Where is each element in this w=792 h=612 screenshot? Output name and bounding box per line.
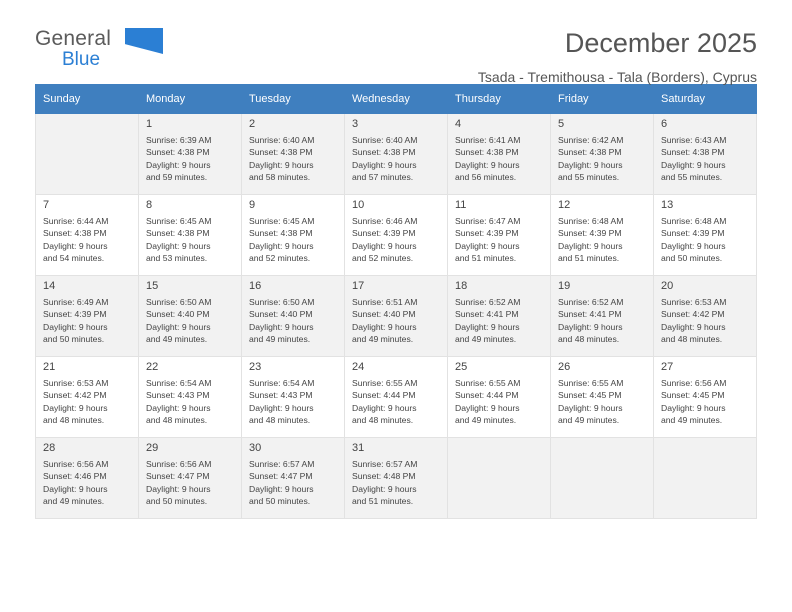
day-cell-content xyxy=(448,438,550,518)
day-number: 7 xyxy=(43,199,50,211)
day-info-line: Sunrise: 6:46 AM xyxy=(352,216,418,226)
day-info-line: Sunrise: 6:51 AM xyxy=(352,297,418,307)
day-info-line: and 50 minutes. xyxy=(661,253,723,264)
day-number: 2 xyxy=(249,118,256,130)
day-cell-content xyxy=(448,114,550,194)
day-info-line: Sunrise: 6:52 AM xyxy=(558,297,624,307)
day-number: 26 xyxy=(558,361,571,373)
day-cell-content xyxy=(36,195,138,275)
day-info xyxy=(249,377,338,427)
day-number: 11 xyxy=(455,199,467,211)
day-info-line: Daylight: 9 hours xyxy=(43,321,108,332)
calendar-week-row xyxy=(36,357,757,438)
calendar-empty-cell xyxy=(654,438,757,519)
weekday-header-thursday: Thursday xyxy=(448,85,551,114)
day-info-line: Sunset: 4:38 PM xyxy=(43,228,107,239)
day-info-line: Sunset: 4:47 PM xyxy=(249,471,313,482)
day-info-line: and 52 minutes. xyxy=(352,253,414,264)
day-info-line: Sunrise: 6:56 AM xyxy=(661,378,727,388)
day-info xyxy=(352,458,441,508)
day-info-line: Sunrise: 6:54 AM xyxy=(249,378,315,388)
day-info-line: Daylight: 9 hours xyxy=(455,240,520,251)
day-cell-content xyxy=(448,195,550,275)
day-info xyxy=(43,296,132,346)
day-cell-content xyxy=(551,276,653,356)
day-info-line: Sunset: 4:39 PM xyxy=(558,228,622,239)
day-number: 28 xyxy=(43,442,56,454)
day-info-line: and 55 minutes. xyxy=(661,172,723,183)
weekday-header-friday: Friday xyxy=(551,85,654,114)
day-info xyxy=(146,134,235,184)
day-cell-content xyxy=(345,438,447,518)
day-number: 6 xyxy=(661,118,668,130)
day-info-line: Daylight: 9 hours xyxy=(146,321,211,332)
day-cell-content xyxy=(654,114,756,194)
calendar-empty-cell xyxy=(36,114,139,195)
day-info-line: Sunset: 4:39 PM xyxy=(455,228,519,239)
calendar-day-cell[interactable] xyxy=(551,276,654,357)
day-info-line: and 48 minutes. xyxy=(558,334,620,345)
day-info-line: Daylight: 9 hours xyxy=(249,483,314,494)
day-info xyxy=(455,215,544,265)
day-info-line: Daylight: 9 hours xyxy=(455,159,520,170)
day-number: 24 xyxy=(352,361,365,373)
day-info-line: Sunrise: 6:57 AM xyxy=(249,459,315,469)
day-info-line: Daylight: 9 hours xyxy=(352,159,417,170)
day-info-line: and 51 minutes. xyxy=(558,253,620,264)
day-number: 23 xyxy=(249,361,262,373)
day-number: 5 xyxy=(558,118,565,130)
day-info-line: Sunset: 4:38 PM xyxy=(558,147,622,158)
day-info xyxy=(352,296,441,346)
day-number: 21 xyxy=(43,361,56,373)
day-info-line: and 50 minutes. xyxy=(249,496,311,507)
day-info-line: Daylight: 9 hours xyxy=(43,483,108,494)
day-number: 8 xyxy=(146,199,153,211)
day-info-line: Daylight: 9 hours xyxy=(558,240,623,251)
day-info-line: and 54 minutes. xyxy=(43,253,105,264)
day-info-line: and 50 minutes. xyxy=(43,334,105,345)
day-info-line: Daylight: 9 hours xyxy=(352,240,417,251)
day-info-line: Sunrise: 6:54 AM xyxy=(146,378,212,388)
day-info-line: Sunrise: 6:50 AM xyxy=(146,297,212,307)
day-number: 25 xyxy=(455,361,468,373)
calendar-table xyxy=(35,84,757,519)
day-info-line: Sunrise: 6:55 AM xyxy=(455,378,521,388)
day-info-line: and 49 minutes. xyxy=(43,496,105,507)
calendar-day-cell[interactable] xyxy=(139,276,242,357)
day-number: 1 xyxy=(146,118,153,130)
day-info-line: and 48 minutes. xyxy=(146,415,208,426)
day-cell-content xyxy=(551,357,653,437)
day-number: 14 xyxy=(43,280,56,292)
calendar-empty-cell xyxy=(551,438,654,519)
day-number: 19 xyxy=(558,280,571,292)
calendar-day-cell[interactable] xyxy=(448,195,551,276)
day-info-line: Daylight: 9 hours xyxy=(43,402,108,413)
weekday-header-tuesday: Tuesday xyxy=(242,85,345,114)
calendar-day-cell[interactable] xyxy=(654,276,757,357)
day-info-line: and 49 minutes. xyxy=(661,415,723,426)
page-title: December 2025 xyxy=(564,28,757,58)
day-cell-content xyxy=(551,438,653,518)
calendar-day-cell[interactable] xyxy=(36,195,139,276)
calendar-header-row xyxy=(36,85,757,114)
day-info-line: Sunset: 4:38 PM xyxy=(661,147,725,158)
day-number: 30 xyxy=(249,442,262,454)
day-info-line: Daylight: 9 hours xyxy=(352,321,417,332)
day-info-line: and 52 minutes. xyxy=(249,253,311,264)
day-info-line: and 55 minutes. xyxy=(558,172,620,183)
day-info-line: Sunrise: 6:45 AM xyxy=(249,216,315,226)
day-info-line: Daylight: 9 hours xyxy=(558,321,623,332)
calendar-day-cell[interactable] xyxy=(36,357,139,438)
day-info-line: and 51 minutes. xyxy=(352,496,414,507)
day-info-line: Sunrise: 6:56 AM xyxy=(43,459,109,469)
day-number: 10 xyxy=(352,199,365,211)
calendar-week-row xyxy=(36,114,757,195)
day-number: 31 xyxy=(352,442,365,454)
day-number: 17 xyxy=(352,280,365,292)
day-info-line: Daylight: 9 hours xyxy=(352,483,417,494)
day-info xyxy=(661,377,750,427)
day-info xyxy=(249,215,338,265)
day-cell-content xyxy=(242,195,344,275)
calendar-day-cell[interactable] xyxy=(345,195,448,276)
calendar-day-cell[interactable] xyxy=(448,357,551,438)
day-info-line: Sunset: 4:41 PM xyxy=(455,309,519,320)
day-info xyxy=(352,377,441,427)
day-cell-content xyxy=(36,357,138,437)
day-info-line: Sunrise: 6:45 AM xyxy=(146,216,212,226)
day-info xyxy=(146,215,235,265)
day-info-line: Sunset: 4:44 PM xyxy=(352,390,416,401)
day-info-line: Sunrise: 6:41 AM xyxy=(455,135,521,145)
day-cell-content xyxy=(242,357,344,437)
day-info xyxy=(558,215,647,265)
day-cell-content xyxy=(139,276,241,356)
day-info-line: Sunset: 4:39 PM xyxy=(661,228,725,239)
day-info xyxy=(558,377,647,427)
page-header xyxy=(35,0,757,85)
day-number: 16 xyxy=(249,280,262,292)
day-number: 13 xyxy=(661,199,674,211)
day-info-line: Sunrise: 6:49 AM xyxy=(43,297,109,307)
day-info-line: and 48 minutes. xyxy=(661,334,723,345)
day-info-line: Sunset: 4:38 PM xyxy=(249,147,313,158)
calendar-day-cell[interactable] xyxy=(654,195,757,276)
day-info-line: Sunrise: 6:42 AM xyxy=(558,135,624,145)
weekday-header-saturday: Saturday xyxy=(654,85,757,114)
day-info-line: and 53 minutes. xyxy=(146,253,208,264)
calendar-week-row xyxy=(36,438,757,519)
calendar-day-cell[interactable] xyxy=(345,438,448,519)
day-number: 27 xyxy=(661,361,674,373)
calendar-week-row xyxy=(36,195,757,276)
day-info-line: Sunset: 4:47 PM xyxy=(146,471,210,482)
day-info-line: Daylight: 9 hours xyxy=(146,159,211,170)
day-cell-content xyxy=(242,438,344,518)
day-info xyxy=(249,296,338,346)
day-info-line: Sunset: 4:48 PM xyxy=(352,471,416,482)
day-cell-content xyxy=(139,357,241,437)
day-number: 18 xyxy=(455,280,468,292)
day-info xyxy=(661,296,750,346)
logo-text-general: General xyxy=(35,27,112,50)
day-info-line: and 48 minutes. xyxy=(43,415,105,426)
page-subtitle: Tsada - Tremithousa - Tala (Borders), Cyprus xyxy=(477,69,757,85)
calendar-day-cell[interactable] xyxy=(139,357,242,438)
day-info-line: Daylight: 9 hours xyxy=(146,402,211,413)
day-info-line: Sunrise: 6:55 AM xyxy=(558,378,624,388)
calendar-day-cell[interactable] xyxy=(654,114,757,195)
calendar-day-cell[interactable] xyxy=(242,114,345,195)
logo-text-blue: Blue xyxy=(62,49,101,70)
day-number: 15 xyxy=(146,280,159,292)
calendar-day-cell[interactable] xyxy=(551,114,654,195)
day-info-line: Sunset: 4:42 PM xyxy=(661,309,725,320)
day-number: 9 xyxy=(249,199,256,211)
day-info-line: Daylight: 9 hours xyxy=(249,402,314,413)
day-info-line: Sunset: 4:41 PM xyxy=(558,309,622,320)
calendar-day-cell[interactable] xyxy=(551,357,654,438)
day-cell-content xyxy=(345,276,447,356)
day-info xyxy=(558,296,647,346)
day-info-line: and 49 minutes. xyxy=(249,334,311,345)
day-info xyxy=(455,134,544,184)
day-info xyxy=(661,134,750,184)
day-info-line: Sunrise: 6:48 AM xyxy=(661,216,727,226)
day-info-line: and 59 minutes. xyxy=(146,172,208,183)
day-number: 22 xyxy=(146,361,159,373)
day-info-line: and 49 minutes. xyxy=(455,334,517,345)
day-info-line: Sunset: 4:38 PM xyxy=(249,228,313,239)
day-cell-content xyxy=(139,195,241,275)
day-info xyxy=(249,134,338,184)
day-cell-content xyxy=(654,195,756,275)
day-cell-content xyxy=(242,276,344,356)
day-info-line: Sunrise: 6:50 AM xyxy=(249,297,315,307)
calendar-day-cell[interactable] xyxy=(345,114,448,195)
day-number: 12 xyxy=(558,199,571,211)
day-info-line: Sunset: 4:39 PM xyxy=(43,309,107,320)
day-info-line: Daylight: 9 hours xyxy=(146,483,211,494)
day-info-line: Daylight: 9 hours xyxy=(43,240,108,251)
day-info-line: Sunrise: 6:53 AM xyxy=(43,378,109,388)
day-info xyxy=(455,296,544,346)
day-info-line: Sunrise: 6:48 AM xyxy=(558,216,624,226)
day-info xyxy=(43,215,132,265)
weekday-header-monday: Monday xyxy=(139,85,242,114)
day-info-line: and 49 minutes. xyxy=(558,415,620,426)
calendar-day-cell[interactable] xyxy=(139,195,242,276)
day-cell-content xyxy=(551,114,653,194)
day-info-line: Daylight: 9 hours xyxy=(455,402,520,413)
logo[interactable] xyxy=(35,28,235,74)
day-info-line: Sunrise: 6:56 AM xyxy=(146,459,212,469)
day-info-line: and 56 minutes. xyxy=(455,172,517,183)
day-info-line: Sunrise: 6:39 AM xyxy=(146,135,212,145)
calendar-day-cell[interactable] xyxy=(551,195,654,276)
day-cell-content xyxy=(242,114,344,194)
day-info-line: and 48 minutes. xyxy=(249,415,311,426)
day-info xyxy=(43,458,132,508)
calendar-day-cell[interactable] xyxy=(242,195,345,276)
calendar-day-cell[interactable] xyxy=(448,276,551,357)
day-info-line: Daylight: 9 hours xyxy=(249,159,314,170)
calendar-week-row xyxy=(36,276,757,357)
day-info-line: and 49 minutes. xyxy=(455,415,517,426)
day-info-line: Daylight: 9 hours xyxy=(661,159,726,170)
day-info-line: Daylight: 9 hours xyxy=(352,402,417,413)
day-info xyxy=(43,377,132,427)
weekday-header-sunday: Sunday xyxy=(36,85,139,114)
calendar-day-cell[interactable] xyxy=(345,276,448,357)
day-info-line: Sunset: 4:38 PM xyxy=(455,147,519,158)
day-info xyxy=(146,296,235,346)
day-cell-content xyxy=(654,357,756,437)
day-info-line: Sunset: 4:43 PM xyxy=(146,390,210,401)
day-info xyxy=(146,458,235,508)
weekday-header-wednesday: Wednesday xyxy=(345,85,448,114)
day-cell-content xyxy=(345,357,447,437)
day-number: 3 xyxy=(352,118,359,130)
day-cell-content xyxy=(139,114,241,194)
day-info-line: Sunset: 4:39 PM xyxy=(352,228,416,239)
day-info-line: Sunset: 4:38 PM xyxy=(146,228,210,239)
day-cell-content xyxy=(139,438,241,518)
day-info xyxy=(352,134,441,184)
day-info-line: Sunset: 4:42 PM xyxy=(43,390,107,401)
day-info-line: Sunset: 4:45 PM xyxy=(661,390,725,401)
day-info-line: Sunset: 4:44 PM xyxy=(455,390,519,401)
day-info-line: and 48 minutes. xyxy=(352,415,414,426)
day-info-line: and 49 minutes. xyxy=(146,334,208,345)
day-info xyxy=(558,134,647,184)
day-info-line: Daylight: 9 hours xyxy=(661,321,726,332)
day-info-line: Daylight: 9 hours xyxy=(146,240,211,251)
day-info-line: Sunrise: 6:57 AM xyxy=(352,459,418,469)
day-info-line: Daylight: 9 hours xyxy=(558,159,623,170)
day-info-line: Sunrise: 6:44 AM xyxy=(43,216,109,226)
calendar-day-cell[interactable] xyxy=(139,114,242,195)
day-info-line: Daylight: 9 hours xyxy=(249,321,314,332)
calendar-body xyxy=(36,114,757,519)
day-info-line: Sunset: 4:45 PM xyxy=(558,390,622,401)
day-info-line: Sunset: 4:38 PM xyxy=(352,147,416,158)
day-cell-content xyxy=(345,195,447,275)
day-info-line: Sunrise: 6:40 AM xyxy=(249,135,315,145)
calendar-day-cell[interactable] xyxy=(36,276,139,357)
day-number: 20 xyxy=(661,280,674,292)
day-info-line: Sunset: 4:40 PM xyxy=(146,309,210,320)
day-info-line: Daylight: 9 hours xyxy=(455,321,520,332)
calendar-day-cell[interactable] xyxy=(448,114,551,195)
day-info-line: Daylight: 9 hours xyxy=(558,402,623,413)
day-info-line: and 50 minutes. xyxy=(146,496,208,507)
day-info xyxy=(352,215,441,265)
calendar-day-cell[interactable] xyxy=(242,276,345,357)
calendar-day-cell[interactable] xyxy=(36,438,139,519)
day-info-line: and 58 minutes. xyxy=(249,172,311,183)
calendar-day-cell[interactable] xyxy=(242,438,345,519)
day-info xyxy=(455,377,544,427)
day-info xyxy=(661,215,750,265)
day-info xyxy=(249,458,338,508)
calendar-day-cell[interactable] xyxy=(654,357,757,438)
day-info-line: and 51 minutes. xyxy=(455,253,517,264)
day-info-line: Sunrise: 6:52 AM xyxy=(455,297,521,307)
calendar-day-cell[interactable] xyxy=(242,357,345,438)
day-cell-content xyxy=(448,276,550,356)
day-info-line: Daylight: 9 hours xyxy=(249,240,314,251)
day-info-line: Sunrise: 6:47 AM xyxy=(455,216,521,226)
calendar-day-cell[interactable] xyxy=(139,438,242,519)
day-info-line: Sunset: 4:40 PM xyxy=(249,309,313,320)
day-info-line: Sunrise: 6:40 AM xyxy=(352,135,418,145)
day-number: 4 xyxy=(455,118,462,130)
day-info-line: and 57 minutes. xyxy=(352,172,414,183)
day-info xyxy=(146,377,235,427)
day-info-line: and 49 minutes. xyxy=(352,334,414,345)
day-info-line: Sunrise: 6:53 AM xyxy=(661,297,727,307)
day-info-line: Daylight: 9 hours xyxy=(661,240,726,251)
day-cell-content xyxy=(36,114,138,194)
day-cell-content xyxy=(36,438,138,518)
day-cell-content xyxy=(551,195,653,275)
day-info-line: Sunset: 4:40 PM xyxy=(352,309,416,320)
calendar-empty-cell xyxy=(448,438,551,519)
day-cell-content xyxy=(36,276,138,356)
day-info-line: Daylight: 9 hours xyxy=(661,402,726,413)
day-cell-content xyxy=(448,357,550,437)
day-cell-content xyxy=(345,114,447,194)
day-info-line: Sunset: 4:46 PM xyxy=(43,471,107,482)
day-info-line: Sunrise: 6:43 AM xyxy=(661,135,727,145)
day-cell-content xyxy=(654,438,756,518)
day-info-line: Sunset: 4:43 PM xyxy=(249,390,313,401)
day-number: 29 xyxy=(146,442,159,454)
day-info-line: Sunset: 4:38 PM xyxy=(146,147,210,158)
day-info-line: Sunrise: 6:55 AM xyxy=(352,378,418,388)
day-cell-content xyxy=(654,276,756,356)
calendar-day-cell[interactable] xyxy=(345,357,448,438)
